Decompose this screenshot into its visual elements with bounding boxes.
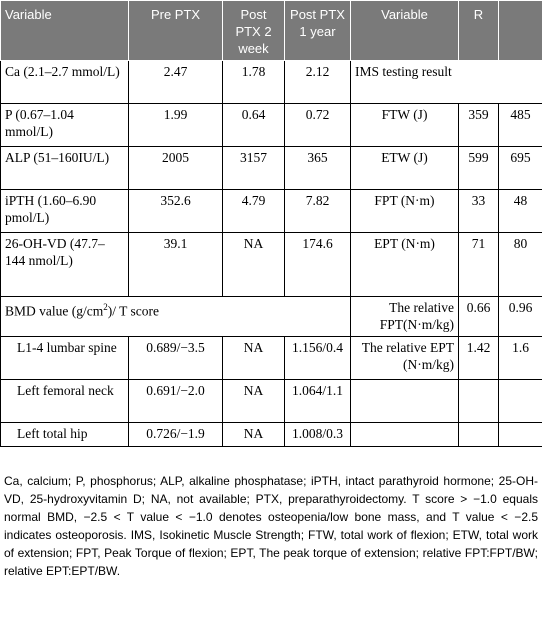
header-pre-ptx: Pre PTX (129, 1, 223, 61)
table-row (1, 190, 542, 233)
table-row (1, 104, 542, 147)
empty-cell (499, 380, 542, 423)
header-post-2week: Post PTX 2 week (223, 1, 285, 61)
bmd-pre-cell: 0.691/−2.0 (129, 380, 223, 423)
relative-fpt-l: 0.96 (499, 297, 542, 337)
table-row (1, 297, 542, 337)
post-2week-cell: NA (223, 233, 285, 297)
ims-l-cell: 80 (499, 233, 542, 297)
empty-cell (459, 423, 499, 447)
pre-ptx-cell: 2.47 (129, 61, 223, 104)
relative-fpt-r: 0.66 (459, 297, 499, 337)
post-1year-cell: 174.6 (285, 233, 351, 297)
post-1year-cell: 7.82 (285, 190, 351, 233)
post-1year-cell: 2.12 (285, 61, 351, 104)
pre-ptx-cell: 1.99 (129, 104, 223, 147)
bmd-2week-cell: NA (223, 380, 285, 423)
relative-ept-r: 1.42 (459, 337, 499, 380)
bmd-pre-cell: 0.726/−1.9 (129, 423, 223, 447)
ims-label-cell: FPT (N·m) (351, 190, 459, 233)
ims-label-cell: ETW (J) (351, 147, 459, 190)
bmd-site-cell: L1-4 lumbar spine (1, 337, 129, 380)
table-row (1, 423, 542, 447)
bmd-header-cell (1, 297, 351, 337)
post-1year-cell: 0.72 (285, 104, 351, 147)
header-row (1, 1, 542, 61)
empty-cell (351, 380, 459, 423)
bmd-1year-cell: 1.156/0.4 (285, 337, 351, 380)
empty-cell (499, 423, 542, 447)
ims-r-cell: 599 (459, 147, 499, 190)
table-row (1, 61, 542, 104)
variable-cell: 26-OH-VD (47.7–144 nmol/L) (1, 233, 129, 297)
variable-cell: P (0.67–1.04 mmol/L) (1, 104, 129, 147)
variable-cell: ALP (51–160IU/L) (1, 147, 129, 190)
header-variable: Variable (1, 1, 129, 61)
bmd-label-post: )/ T score (107, 303, 159, 319)
bmd-site-cell: Left total hip (1, 423, 129, 447)
ims-r-cell: 33 (459, 190, 499, 233)
relative-ept-l: 1.6 (499, 337, 542, 380)
ims-title-cell: IMS testing result (351, 61, 542, 104)
table-row (1, 380, 542, 423)
empty-cell (459, 380, 499, 423)
post-2week-cell: 3157 (223, 147, 285, 190)
post-2week-cell: 1.78 (223, 61, 285, 104)
bmd-2week-cell: NA (223, 423, 285, 447)
bmd-1year-cell: 1.008/0.3 (285, 423, 351, 447)
ims-label-cell: EPT (N·m) (351, 233, 459, 297)
bmd-site-cell: Left femoral neck (1, 380, 129, 423)
post-1year-cell: 365 (285, 147, 351, 190)
pre-ptx-cell: 352.6 (129, 190, 223, 233)
relative-ept-label: The relative EPT (N·m/kg) (351, 337, 459, 380)
bmd-label-sup: 2 (103, 302, 108, 312)
ims-label-cell: FTW (J) (351, 104, 459, 147)
bmd-1year-cell: 1.064/1.1 (285, 380, 351, 423)
post-2week-cell: 0.64 (223, 104, 285, 147)
ims-r-cell: 359 (459, 104, 499, 147)
bmd-pre-cell: 0.689/−3.5 (129, 337, 223, 380)
header-r: R (459, 1, 499, 61)
ims-r-cell: 71 (459, 233, 499, 297)
relative-fpt-label: The relative FPT(N·m/kg) (351, 297, 459, 337)
bmd-2week-cell: NA (223, 337, 285, 380)
empty-cell (351, 423, 459, 447)
ims-l-cell: 485 (499, 104, 542, 147)
table-footnote: Ca, calcium; P, phosphorus; ALP, alkaline phosphatase; iPTH, intact parathyroid hormone; 25-OH-VD, 25-hydroxyvitamin D; NA, not available; PTX, preparathyroidectomy. T score > −1.0 equals normal BMD, −2.5 < T value < −1.0 denotes osteopenia/low bone mass, and T value < −2.5 indicates osteoporosis. IMS, Isokinetic Muscle Strength; FTW, total work of flexion; ETW, total work of extension; FPT, Peak Torque of flexion; EPT, The peak torque of extension; relative FPT:FPT/BW; relative EPT:EPT/BW. (4, 474, 538, 578)
post-2week-cell: 4.79 (223, 190, 285, 233)
variable-cell: iPTH (1.60–6.90 pmol/L) (1, 190, 129, 233)
table-row (1, 147, 542, 190)
bmd-label-pre: BMD value (g/cm (5, 303, 104, 319)
ims-l-cell: 48 (499, 190, 542, 233)
header-l (499, 1, 542, 61)
pre-ptx-cell: 39.1 (129, 233, 223, 297)
table-row (1, 337, 542, 380)
pre-ptx-cell: 2005 (129, 147, 223, 190)
variable-cell: Ca (2.1–2.7 mmol/L) (1, 61, 129, 104)
header-variable-ims: Variable (351, 1, 459, 61)
header-post-1year: Post PTX 1 year (285, 1, 351, 61)
ims-l-cell: 695 (499, 147, 542, 190)
table-row (1, 233, 542, 297)
